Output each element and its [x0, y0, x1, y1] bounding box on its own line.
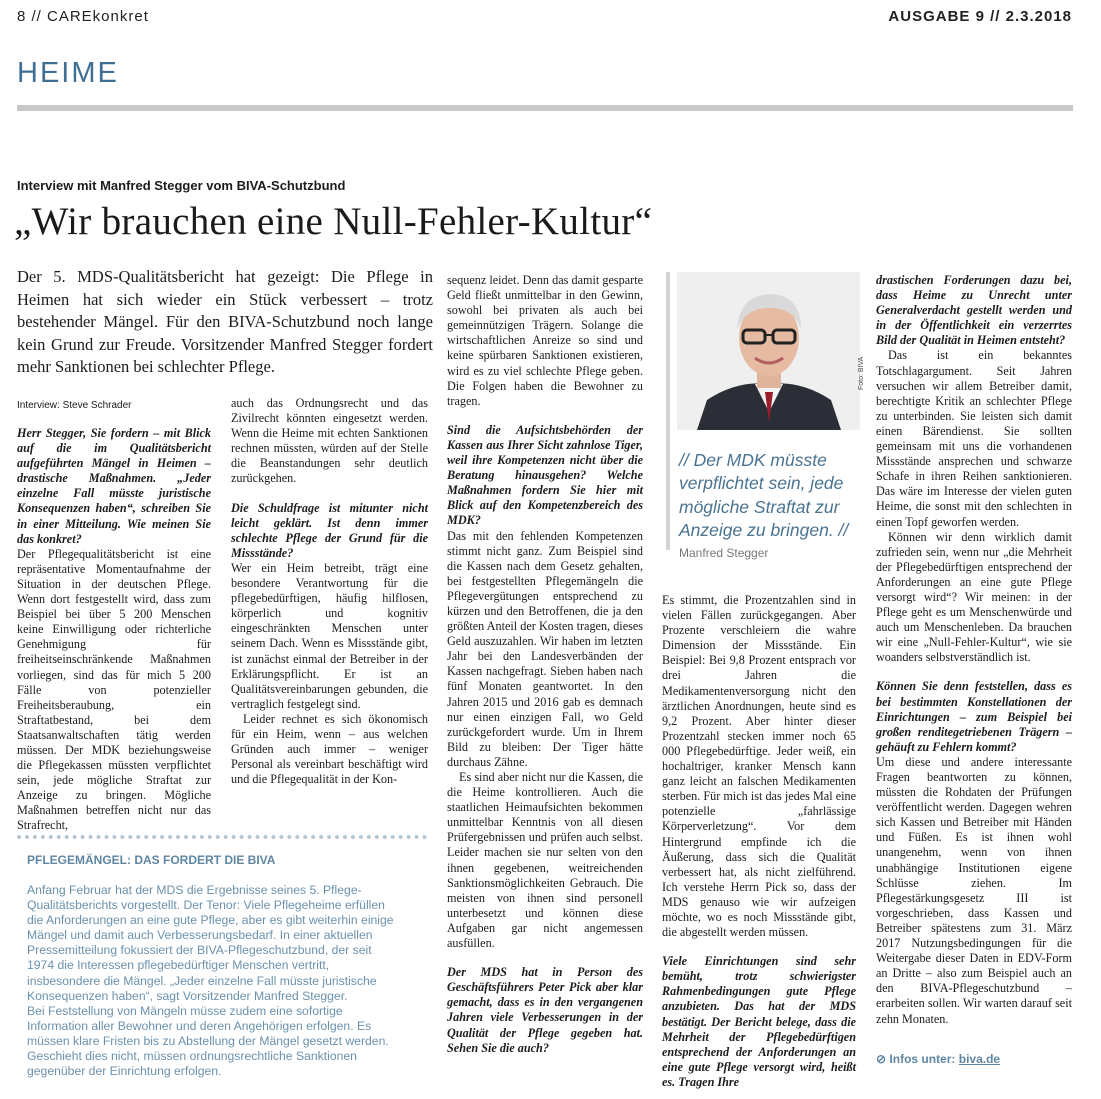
text-column-4 [662, 593, 856, 1090]
infobox-text [27, 883, 395, 1079]
section-title: HEIME [17, 57, 119, 89]
article-lead: Der 5. MDS-Qualitätsbericht hat gezeigt: Die Pflege in Heimen hat sich wieder ein Stück verbessert – trotz bestehender Mängel. Für den BIVA-Schutzbund noch lange kein Grund zur Freude. Vorsitzender Manfred Stegger fordert mehr Sanktionen bei schlechter Pflege. [17, 267, 433, 376]
infobox-title: PFLEGEMÄNGEL: DAS FORDERT DIE BIVA [27, 853, 276, 867]
article-headline: „Wir brauchen eine Null-Fehler-Kultur“ [14, 200, 653, 243]
section-divider [17, 105, 1073, 111]
photo-credit: Foto: BIVA [858, 356, 865, 390]
infos-line [876, 1052, 1000, 1066]
interview-answer: Um diese und andere interessante Fragen beantworten zu können, müssten die Rohdaten der Prüfungen veröffentlicht werden. Dagegen wehren sich Kassen und Betreiber mit Händen und Füßen. Es ist ihnen wohl unangenehm, wenn von ihnen unabhängige Institutionen eigene Schlüsse ziehen. Im Pflegestärkungsgesetz III ist vorgeschrieben, dass Kassen und Betreiber spätestens zum 31. März 2017 Nutzungsbedingungen für die Weitergabe dieser Daten in EDV-Form an Dritte – also zum Beispiel auch an den BIVA-Pflegeschutzbund – erarbeiten sollen. Wir warten darauf seit zehn Monaten. [876, 754, 1072, 1026]
check-circle-icon: ⊘ [876, 1052, 887, 1066]
interview-question: Können Sie denn feststellen, dass es bei bestimmten Konstellationen der Einrichtungen – zum Beispiel bei großen renditegetriebenen Trägern – gehäuft zu Fehlern kommt? [876, 679, 1072, 754]
interview-answer: auch das Ordnungsrecht und das Zivilrecht könnten eingesetzt werden. Wenn die Heime mit echten Sanktionen rechnen müssten, würden auf der Stelle die Beanstandungen sehr deutlich zurückgehen. [231, 396, 428, 486]
portrait-illustration [677, 272, 860, 430]
article-byline: Interview: Steve Schrader [17, 400, 132, 411]
interview-question: drastischen Forderungen dazu bei, dass Heime zu Unrecht unter Generalverdacht gestellt werden und in der Öffentlichkeit ein verzerrtes Bild der Qualität in Heimen entsteht? [876, 273, 1072, 348]
interview-answer: Das mit den fehlenden Kompetenzen stimmt nicht ganz. Zum Beispiel sind die Kassen nach dem Gesetz gehalten, bei festgestellten Pflegemängeln die Pflegevergütungen entsprechend zu kürzen und den Betroffenen, die ja den größten Anteil der Kosten tragen, dieses Geld auszuzahlen. Wir haben im letzten Jahr bei den Landesverbänden der Kassen nachgefragt. Sieben haben nach fünf Monaten geantwortet. In den Jahren 2015 und 2016 gab es demnach nur einen einzigen Fall, wo Geld zurückgefordert wurde. Um in Ihrem Bild zu bleiben: Der Tiger hätte durchaus Zähne. [447, 528, 643, 769]
interview-question: Der MDS hat in Person des Geschäftsführers Peter Pick aber klar gemacht, dass es in den vergangenen Jahren viele Verbesserungen in der Qualität der Pflege gegeben hat. Sehen Sie die auch? [447, 965, 643, 1055]
infos-label: Infos unter: [889, 1052, 956, 1066]
text-column-5 [876, 273, 1072, 1027]
infos-link[interactable]: biva.de [958, 1052, 1001, 1066]
interview-answer: Es stimmt, die Prozentzahlen sind in vielen Fällen zurückgegangen. Aber Prozente verschleiern die wahre Dimension der Missstände. Ein Beispiel: Bei 9,8 Prozent entsprach vor drei Jahren die Medikamentenversorgung nicht den ärztlichen Anordnungen, heute sind es 9,2 Prozent. Aber hinter dieser Prozentzahl stecken immer noch 65 000 Pflegebedürftige. Jeder weiß, ein hochaltriger, kranker Mensch kann ganz leicht an falschen Medikamenten sterben. Für mich ist das jedes Mal eine potenzielle „fahrlässige Körperverletzung“. Vor dem Hintergrund empfinde ich die Äußerung, dass sich die Qualität verbessert hat, als nicht zielführend. Ich verstehe Herrn Pick so, dass der MDS genauso wie wir aufzeigen möchte, wo es noch Missstände gibt, die abgestellt werden müssen. [662, 593, 856, 940]
pull-quote-author: Manfred Stegger [679, 546, 769, 560]
article-kicker: Interview mit Manfred Stegger vom BIVA-Schutzbund [17, 178, 346, 193]
interview-question: Viele Einrichtungen sind sehr bemüht, trotz schwierigster Rahmenbedingungen gute Pflege anzubieten. Das hat der MDS bestätigt. Der Bericht belege, dass die Mehrheit der Pflegebedürftigen entsprechend der Anforderungen an eine gute Pflege versorgt wird, heißt es. Tragen Ihre [662, 954, 856, 1089]
pullquote-bar [666, 272, 670, 550]
pull-quote: // Der MDK müsste verpflichtet sein, jede mögliche Straftat zur Anzeige zu bringen. // [679, 450, 849, 540]
infobox-top-border [17, 835, 427, 839]
interview-answer: Es sind aber nicht nur die Kassen, die die Heime kontrollieren. Auch die staatlichen Heimaufsichten bekommen unmittelbar Kenntnis von all diesen Prüfergebnissen und prüfen auch selbst. Leider machen sie nur selten von den ihnen gegebenen, weitreichenden Sanktionsmöglichkeiten Gebrauch. Die meisten von ihnen sind personell unterbesetzt und können diese Aufgaben gar nicht angemessen ausfüllen. [447, 770, 643, 951]
issue-date-label: AUSGABE 9 // 2.3.2018 [888, 8, 1072, 25]
interview-answer: Wer ein Heim betreibt, trägt eine besondere Verantwortung für die pflegebedürftigen, häufig hilflosen, körperlich und kognitiv eingeschränkten Menschen unter seinem Dach. Wenn es Missstände gibt, ist zunächst einmal der Betreiber in der Erklärungspflicht. Er ist an Qualitätsvereinbarungen gebunden, die vertraglich festgelegt sind. [231, 560, 428, 711]
interview-answer: Können wir denn wirklich damit zufrieden sein, wenn nur „die Mehrheit der Pflegebedürftigen entsprechend der Anforderungen an eine gute Pflege versorgt wird“? Wir meinen: in der Pflege geht es um Menschenwürde und auch um Menschenleben. Da brauchen wir eine „Null-Fehler-Kultur“, wie sie woanders selbstverständlich ist. [876, 529, 1072, 665]
infobox-paragraph: Bei Feststellung von Mängeln müsse zudem eine sofortige Information aller Bewohner und deren Angehörigen erfolgen. Es müssen klare Fristen bis zu Abstellung der Mängel gesetzt werden. Geschieht dies nicht, müssen ordnungsrechtliche Sanktionen gegenüber der Einrichtung erfolgen. [27, 1003, 389, 1079]
interview-answer: Der Pflegequalitätsbericht ist eine repräsentative Momentaufnahme der Situation in der deutschen Pflege. Wenn dort festgestellt wird, dass zum Beispiel bei über 5 200 Menschen keine Einwilligung oder richterliche Genehmigung für freiheitseinschränkende Maßnahmen vorliegen, sind das für mich 5 200 Fälle von potenzieller Freiheitsberaubung, ein Straftatbestand, bei dem Staatsanwaltschaften tätig werden müssen. Der MDK beziehungsweise die Pflegekassen müssten verpflichtet sein, jede mögliche Straftat zur Anzeige zu bringen. Mögliche Maßnahmen betreffen nicht nur das Strafrecht, [17, 546, 211, 833]
text-column-2 [231, 396, 428, 787]
interview-answer: Leider rechnet es sich ökonomisch für ein Heim, wenn – aus welchen Gründen auch immer – weniger Personal als vereinbart beschäftigt wird und die Pflegequalität in der Kon- [231, 711, 428, 787]
page-number-label: 8 // CAREkonkret [17, 8, 149, 25]
interview-question: Sind die Aufsichtsbehörden der Kassen aus Ihrer Sicht zahnlose Tiger, weil ihre Kompetenzen nicht über die Beratung hinausgehen? Welche Maßnahmen fordern Sie hier mit Blick auf den Kompetenzbereich des MDK? [447, 422, 643, 528]
portrait-photo [677, 272, 860, 430]
interview-question: Herr Stegger, Sie fordern – mit Blick auf die im Qualitätsbericht aufgeführten Mängel in Heimen – drastische Maßnahmen. „Jeder einzelne Fall müsste juristische Konsequenzen haben“, schreiben Sie in einer Mitteilung. Wie meinen Sie das konkret? [17, 426, 211, 546]
text-column-3 [447, 273, 643, 1056]
infobox-paragraph: Anfang Februar hat der MDS die Ergebnisse seines 5. Pflege-Qualitätsberichts vorgestellt. Der Tenor: Viele Pflegeheime erfüllen die Anforderungen an eine gute Pflege, aber es gibt weiterhin einige Mängel und damit auch Verbesserungsbedarf. In einer aktuellen Pressemitteilung fokussiert der BIVA-Pflegeschutzbund, der seit 1974 die Interessen pflegebedürftiger Menschen vertritt, insbesondere die Mängel. „Jeder einzelne Fall müsste juristische Konsequenzen haben“, sagt Vorsitzender Manfred Stegger. [27, 883, 394, 1003]
interview-answer: sequenz leidet. Denn das damit gesparte Geld fließt unmittelbar in den Gewinn, sowohl bei privaten als auch bei gemeinnützigen Trägern. Solange die wirtschaftlichen Anreize so sind und keine spürbaren Sanktionen existieren, wird es zu viel schlechte Pflege geben. Die Folgen haben die Bewohner zu tragen. [447, 273, 643, 408]
interview-question: Die Schuldfrage ist mitunter nicht leicht geklärt. Ist denn immer schlechte Pflege der Grund für die Missstände? [231, 500, 428, 560]
interview-answer: Das ist ein bekanntes Totschlagargument. Seit Jahren versuchen wir allem Betreiber damit, berechtigte Kritik an schlechter Pflege zu unterbinden. Sie leisten sich damit einen Bärendienst. Sie sollten gemeinsam mit uns die vorhandenen Missstände ansprechen und schwarze Schafe in ihren Reihen sanktionieren. Das wäre im Interesse der vielen guten Heime, die sonst mit den schlechten in einen Topf geworfen werden. [876, 348, 1072, 529]
text-column-1 [17, 426, 211, 834]
